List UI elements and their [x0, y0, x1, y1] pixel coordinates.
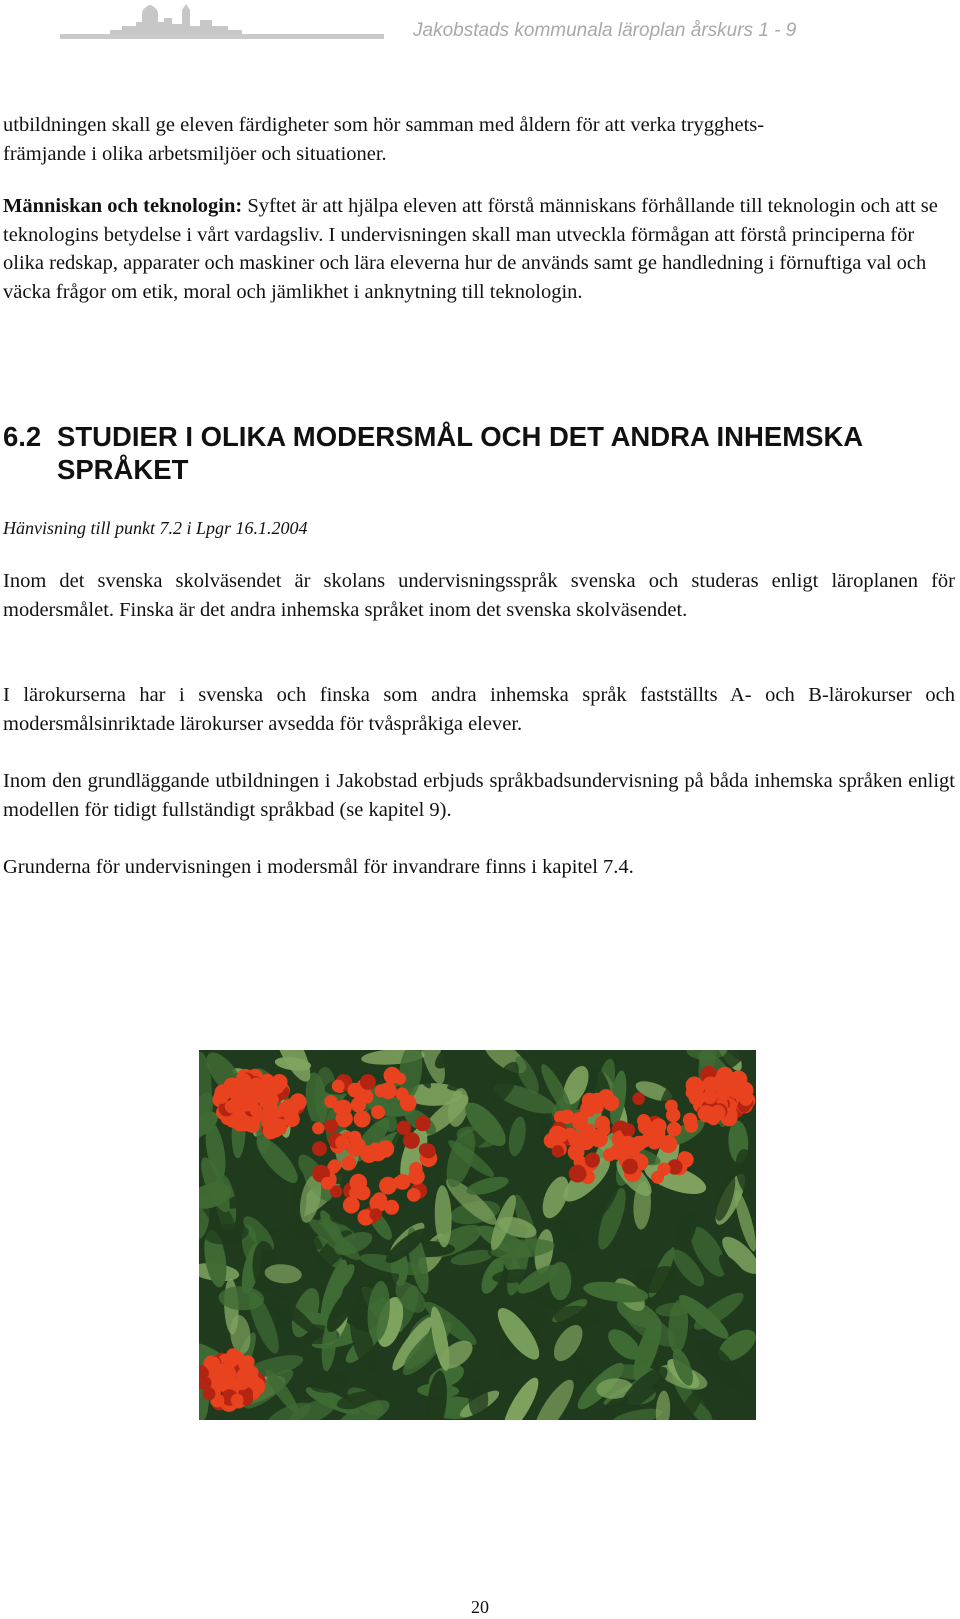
berry: [415, 1116, 431, 1132]
berry: [393, 1176, 406, 1189]
berry: [403, 1132, 420, 1149]
berry: [231, 1394, 244, 1407]
berry: [360, 1074, 376, 1090]
berry: [354, 1111, 371, 1128]
berry: [667, 1122, 682, 1137]
curriculum-reference: Hänvisning till punkt 7.2 i Lpgr 16.1.2004: [3, 518, 308, 538]
berry: [408, 1168, 425, 1185]
berry: [421, 1144, 436, 1159]
paragraph-language-intro: Inom det svenska skolväsendet är skolans undervisningsspråk svenska och studeras enligt läroplanen för modersmålet. Finska är det andra inhemska språket inom det svenska skolväsendet.: [3, 570, 955, 621]
berry: [651, 1171, 664, 1184]
berry: [237, 1115, 253, 1131]
berry: [342, 1156, 356, 1170]
berry: [347, 1083, 362, 1098]
berry: [659, 1135, 677, 1153]
berry: [312, 1122, 324, 1134]
section-number: 6.2: [3, 421, 42, 452]
berry: [328, 1159, 341, 1172]
berry: [254, 1089, 267, 1102]
berry: [621, 1123, 635, 1137]
berry: [335, 1135, 349, 1149]
paragraph-body: Syftet är att hjälpa eleven att förstå människans förhållande till teknologin och att se teknologins betydelse i vårt vardagsliv. I undervisningen skall man utveckla förmågan att förstå principerna för olika redskap, apparater och maskiner och lära eleverna hur de används samt ge handledning i förnuftiga val och väcka frågor om etik, moral och jämlikhet i anknytning till teknologin.: [3, 195, 938, 303]
berry: [321, 1177, 334, 1190]
berry: [263, 1123, 279, 1139]
page-number: 20: [471, 1597, 489, 1617]
berry: [593, 1134, 605, 1146]
paragraph-human-technology: [3, 192, 955, 306]
berry: [620, 1136, 637, 1153]
berry: [585, 1152, 600, 1167]
section-title: STUDIER I OLIKA MODERSMÅL OCH DET ANDRA INHEMSKA SPRÅKET: [57, 421, 863, 485]
berry: [370, 1208, 383, 1221]
berry: [582, 1093, 597, 1108]
berry: [569, 1165, 587, 1183]
header-title: Jakobstads kommunala läroplan årskurs 1 - 9: [413, 20, 797, 41]
berry: [371, 1105, 385, 1119]
berry: [717, 1090, 729, 1102]
berry: [603, 1095, 619, 1111]
paragraph-syllabi: I lärokurserna har i svenska och finska som andra inhemska språk fastställts A- och B-lärokurser och modersmålsinriktade lärokurser avsedda för tvåspråkiga elever.: [3, 684, 955, 735]
berry: [241, 1355, 254, 1368]
berry: [622, 1159, 638, 1175]
berry: [577, 1133, 594, 1150]
berry: [369, 1142, 381, 1154]
berry: [374, 1196, 387, 1209]
berry: [637, 1114, 651, 1128]
berry: [595, 1116, 610, 1131]
berry: [235, 1375, 250, 1390]
berry: [683, 1113, 698, 1128]
page-header: [0, 0, 960, 56]
paragraph-lead-term: Människan och teknologin:: [3, 195, 243, 217]
berry: [384, 1067, 401, 1084]
berry: [552, 1145, 564, 1157]
berry: [236, 1073, 251, 1088]
berry: [225, 1100, 238, 1113]
leaf: [469, 1381, 489, 1419]
section-heading: [3, 420, 943, 486]
berry: [286, 1104, 299, 1117]
berry: [343, 1197, 360, 1214]
berry: [349, 1187, 361, 1199]
berry: [632, 1092, 645, 1105]
berry: [332, 1080, 345, 1093]
berry: [324, 1119, 338, 1133]
paragraph-immersion: Inom den grundläggande utbildningen i Jakobstad erbjuds språkbadsundervisning på båda inhemska språken enligt modellen för tidigt fullständigt språkbad (se kapitel 9).: [3, 770, 955, 821]
berry: [407, 1188, 421, 1202]
berry: [214, 1376, 230, 1392]
berry: [335, 1110, 352, 1127]
berry: [715, 1073, 727, 1085]
berry: [380, 1082, 397, 1099]
berry: [226, 1348, 240, 1362]
berry: [690, 1084, 703, 1097]
berry: [572, 1117, 585, 1130]
berry: [395, 1088, 408, 1101]
paragraph-safety-continued: utbildningen skall ge eleven färdigheter som hör samman med åldern för att verka trygghets- främjande i olika arbetsmiljöer och situationer.: [3, 114, 765, 165]
berry: [665, 1100, 678, 1113]
berry: [214, 1089, 229, 1104]
berry: [312, 1141, 327, 1156]
berry: [710, 1105, 726, 1121]
rowan-berries-photo: [199, 1050, 756, 1420]
city-skyline-logo: [60, 0, 390, 44]
paragraph-immigrant-mother-tongue: Grunderna för undervisningen i modersmål för invandrare finns i kapitel 7.4.: [3, 856, 634, 878]
berry: [269, 1079, 284, 1094]
berry: [549, 1126, 566, 1143]
berry: [740, 1093, 753, 1106]
